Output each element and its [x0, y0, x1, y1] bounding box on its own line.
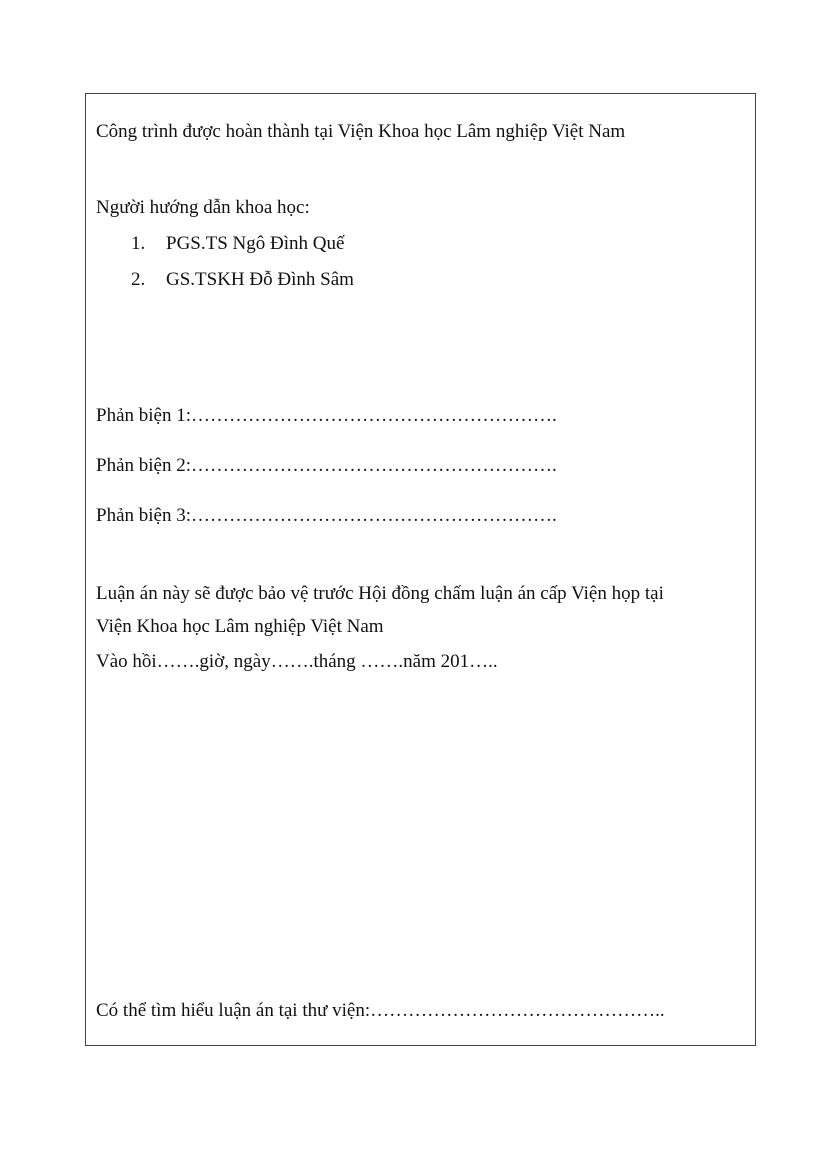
- institution-line: Công trình được hoàn thành tại Viện Khoa học Lâm nghiệp Việt Nam: [96, 121, 626, 142]
- reviewer-3-line: Phản biện 3:………………………………………………….: [96, 505, 557, 526]
- supervisor-name: PGS.TS Ngô Đình Quế: [166, 233, 345, 254]
- supervisor-name: GS.TSKH Đỗ Đình Sâm: [166, 269, 354, 290]
- defense-time-line: Vào hồi…….giờ, ngày…….tháng …….năm 201…..: [96, 651, 498, 672]
- supervisor-number: 1.: [131, 233, 146, 254]
- supervisor-heading: Người hướng dẫn khoa học:: [96, 197, 310, 218]
- reviewer-1-line: Phản biện 1:………………………………………………….: [96, 405, 557, 426]
- defense-statement-line-1: Luận án này sẽ được bảo vệ trước Hội đồng chấm luận án cấp Viện họp tại: [96, 583, 664, 604]
- supervisor-number: 2.: [131, 269, 146, 290]
- defense-statement-line-2: Viện Khoa học Lâm nghiệp Việt Nam: [96, 616, 384, 637]
- reviewer-2-line: Phản biện 2:………………………………………………….: [96, 455, 557, 476]
- library-line: Có thể tìm hiểu luận án tại thư viện:………………………………………..: [96, 1000, 665, 1021]
